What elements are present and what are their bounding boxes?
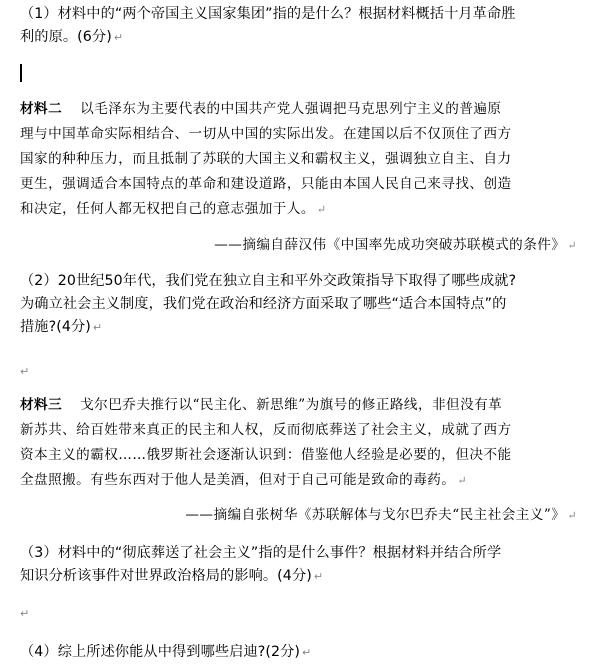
material-2-line-2: 理与中国革命实际相结合、一切从中国的实际出发。在建国以后不仅顶住了西方 <box>20 126 512 142</box>
material-2-line-5: 和决定，任何人都无权把自己的意志强加于人。 ↵ <box>20 201 327 217</box>
material-3-line-3: 资本主义的霸权……俄罗斯社会逐渐认识到：借鉴他人经验是必要的，但决不能 <box>20 447 512 463</box>
material-2-line-1: 材料二 以毛泽东为主要代表的中国共产党人强调把马克思列宁主义的普遍原 <box>20 101 502 117</box>
question-1-line-1: （1）材料中的“两个帝国主义国家集团”指的是什么？根据材料概括十月革命胜 <box>20 6 516 22</box>
question-2-line-2: 为确立社会主义制度，我们党在政治和经济方面采取了哪些“适合本国特点”的 <box>20 296 507 312</box>
question-1-line-2: 利的原。(6分) ↵ <box>20 29 124 45</box>
paragraph-mark: ↵ <box>567 509 577 522</box>
material-2-line-4: 更生，强调适合本国特点的革命和建设道路，只能由本国人民自己来寻找、创造 <box>20 176 512 192</box>
paragraph-mark: ↵ <box>20 607 30 620</box>
blank-line <box>20 361 29 382</box>
paragraph-mark: ↵ <box>20 365 30 378</box>
blank-line <box>20 603 29 624</box>
paragraph-mark: ↵ <box>316 203 327 216</box>
paragraph-mark: ↵ <box>313 570 324 583</box>
paragraph-mark: ↵ <box>92 321 103 334</box>
material-2-line-3: 国家的种种压力，而且抵制了苏联的大国主义和霸权主义，强调独立自主、自力 <box>20 151 512 167</box>
question-4-line-1: （4）综上所述你能从中得到哪些启迪?(2分) ↵ <box>20 644 312 660</box>
paragraph-mark: ↵ <box>302 646 312 659</box>
material-2-label: 材料二 <box>20 101 63 117</box>
text-cursor <box>20 64 22 82</box>
paragraph-mark: ↵ <box>457 474 468 487</box>
material-3-line-1: 材料三 戈尔巴乔夫推行以“民主化、新思维”为旗号的修正路线，非但没有革 <box>20 397 503 413</box>
question-2-line-1: （2）20世纪50年代，我们党在独立自主和平外交政策指导下取得了哪些成就? <box>20 273 517 289</box>
material-3-line-4: 全盘照搬。有些东西对于他人是美酒，但对于自己可能是致命的毒药。 ↵ <box>20 472 468 488</box>
material-3-label: 材料三 <box>20 397 63 413</box>
question-3-line-2: 知识分析该事件对世界政治格局的影响。(4分) ↵ <box>20 568 324 584</box>
paragraph-mark: ↵ <box>113 31 124 44</box>
paragraph-mark: ↵ <box>567 239 577 252</box>
material-3-line-2: 新苏共、给百姓带来真正的民主和人权，反而彻底葬送了社会主义，成就了西方 <box>20 422 512 438</box>
question-2-line-3: 措施?(4分) ↵ <box>20 319 103 335</box>
material-2-source: ——摘编自薛汉伟《中国率先成功突破苏联模式的条件》 ↵ <box>214 237 577 253</box>
material-3-source: ——摘编自张树华《苏联解体与戈尔巴乔夫“民主社会主义”》 ↵ <box>185 507 577 523</box>
question-3-line-1: （3）材料中的“彻底葬送了社会主义”指的是什么事件？根据材料并结合所学 <box>20 545 502 561</box>
